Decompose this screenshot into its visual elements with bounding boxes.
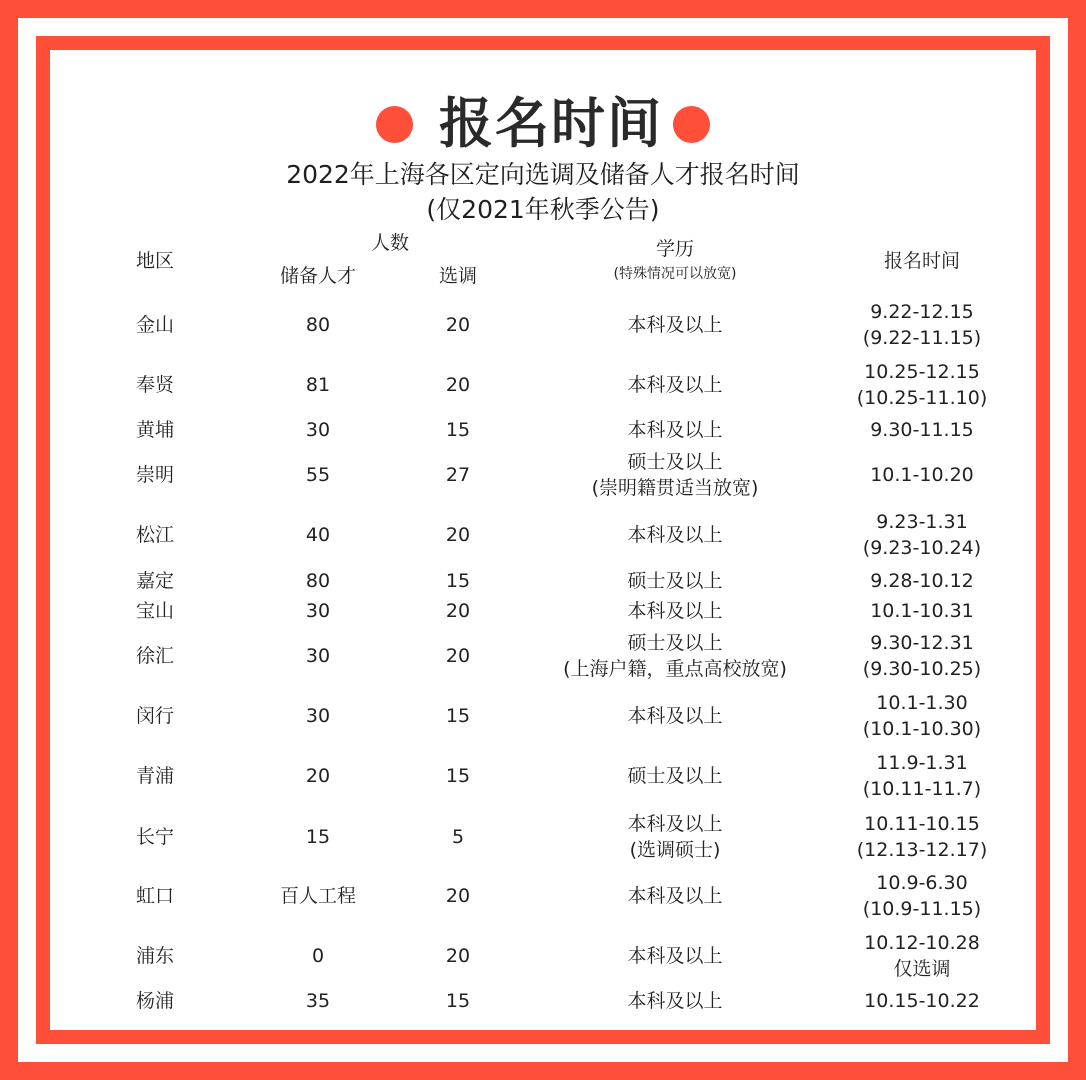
education-cell [515, 988, 835, 1014]
reserve-count-cell: 30 [305, 645, 331, 667]
education-cell-line: (上海户籍，重点高校放宽) [563, 658, 787, 680]
registration-time-cell [832, 988, 1012, 1014]
header-count-group: 人数 [370, 232, 409, 254]
select-count-cell: 15 [445, 570, 471, 592]
select-count-cell: 20 [445, 885, 471, 907]
region-cell: 黄埔 [135, 419, 174, 441]
reserve-count-cell: 30 [305, 600, 331, 622]
select-count-cell: 20 [445, 645, 471, 667]
registration-time-cell [832, 930, 1012, 982]
region-cell: 杨浦 [135, 990, 174, 1012]
education-cell [515, 703, 835, 729]
registration-time-cell-line: (9.23-10.24) [862, 537, 982, 559]
header-select: 选调 [438, 265, 477, 287]
education-cell [515, 449, 835, 501]
select-count-cell: 5 [451, 826, 465, 848]
select-count-cell: 15 [445, 765, 471, 787]
region-cell: 金山 [135, 314, 174, 336]
registration-time-cell-line: 9.28-10.12 [870, 570, 974, 592]
registration-time-cell [832, 509, 1012, 561]
education-cell [515, 417, 835, 443]
reserve-count-cell: 35 [305, 990, 331, 1012]
registration-time-cell [832, 811, 1012, 863]
select-count-cell: 20 [445, 524, 471, 546]
registration-time-cell-line: 9.23-1.31 [876, 511, 968, 533]
registration-time-cell [832, 568, 1012, 594]
education-cell [515, 598, 835, 624]
education-cell-line: 硕士及以上 [627, 570, 723, 592]
education-cell-line: 硕士及以上 [627, 451, 723, 473]
registration-time-cell [832, 462, 1012, 488]
region-cell: 闵行 [135, 705, 174, 727]
region-cell: 浦东 [135, 945, 174, 967]
education-cell-line: (选调硕士) [629, 839, 721, 861]
registration-time-cell [832, 598, 1012, 624]
region-cell: 奉贤 [135, 374, 174, 396]
education-cell-line: 本科及以上 [627, 705, 723, 727]
education-cell [515, 630, 835, 682]
registration-time-cell-line: 10.1-10.20 [870, 464, 974, 486]
registration-time-cell-line: 10.12-10.28 [864, 932, 980, 954]
education-cell [515, 811, 835, 863]
registration-time-cell-line: 10.1-10.31 [870, 600, 974, 622]
region-cell: 虹口 [135, 885, 174, 907]
education-cell-line: 本科及以上 [627, 945, 723, 967]
registration-time-cell [832, 630, 1012, 682]
reserve-count-cell: 80 [305, 570, 331, 592]
education-cell [515, 883, 835, 909]
header-education: 学历 [655, 238, 694, 260]
right-dot-icon [673, 106, 710, 143]
left-dot-icon [376, 106, 413, 143]
education-cell-line: 本科及以上 [627, 990, 723, 1012]
select-count-cell: 15 [445, 990, 471, 1012]
education-cell-line: 本科及以上 [627, 419, 723, 441]
registration-time-cell [832, 870, 1012, 922]
title-row [0, 88, 1086, 160]
header-reserve: 储备人才 [279, 265, 356, 287]
registration-time-cell [832, 299, 1012, 351]
select-count-cell: 20 [445, 314, 471, 336]
registration-time-cell-line: (10.1-10.30) [862, 718, 982, 740]
registration-time-cell-line: 9.30-12.31 [870, 632, 974, 654]
select-count-cell: 27 [445, 464, 471, 486]
header-education-note: (特殊情况可以放宽) [613, 266, 737, 282]
region-cell: 嘉定 [135, 570, 174, 592]
reserve-count-cell: 55 [305, 464, 331, 486]
select-count-cell: 20 [445, 374, 471, 396]
registration-time-cell-line: 10.9-6.30 [876, 872, 968, 894]
region-cell: 长宁 [135, 826, 174, 848]
registration-time-cell-line: (10.9-11.15) [862, 898, 982, 920]
select-count-cell: 20 [445, 600, 471, 622]
education-cell [515, 943, 835, 969]
reserve-count-cell: 0 [311, 945, 325, 967]
education-cell [515, 312, 835, 338]
education-cell [515, 568, 835, 594]
header-time: 报名时间 [883, 250, 960, 272]
select-count-cell: 20 [445, 945, 471, 967]
education-cell-line: 硕士及以上 [627, 632, 723, 654]
registration-time-cell-line: 10.1-1.30 [876, 692, 968, 714]
registration-time-cell-line: (10.25-11.10) [856, 387, 988, 409]
select-count-cell: 15 [445, 419, 471, 441]
region-cell: 松江 [135, 524, 174, 546]
subtitle-line-1: 2022年上海各区定向选调及储备人才报名时间 [286, 160, 800, 189]
education-cell-line: 硕士及以上 [627, 765, 723, 787]
registration-time-cell [832, 359, 1012, 411]
registration-time-cell-line: 10.11-10.15 [864, 813, 980, 835]
registration-time-cell-line: 11.9-1.31 [876, 752, 968, 774]
reserve-count-cell: 40 [305, 524, 331, 546]
region-cell: 崇明 [135, 464, 174, 486]
region-cell: 宝山 [135, 600, 174, 622]
registration-time-cell-line: 仅选调 [893, 958, 951, 980]
reserve-count-cell: 百人工程 [279, 885, 356, 907]
registration-time-cell-line: 10.25-12.15 [864, 361, 980, 383]
education-cell-line: 本科及以上 [627, 524, 723, 546]
registration-time-cell-line: 9.30-11.15 [870, 419, 974, 441]
reserve-count-cell: 81 [305, 374, 331, 396]
education-cell-line: 本科及以上 [627, 885, 723, 907]
registration-time-cell-line: 10.15-10.22 [864, 990, 980, 1012]
education-cell-line: 本科及以上 [627, 374, 723, 396]
registration-time-cell [832, 417, 1012, 443]
education-cell [515, 763, 835, 789]
region-cell: 青浦 [135, 765, 174, 787]
header-region: 地区 [135, 250, 174, 272]
registration-time-cell-line: (12.13-12.17) [856, 839, 988, 861]
education-cell [515, 372, 835, 398]
education-cell-line: 本科及以上 [627, 314, 723, 336]
registration-time-cell-line: (9.22-11.15) [862, 327, 982, 349]
education-cell-line: 本科及以上 [627, 813, 723, 835]
select-count-cell: 15 [445, 705, 471, 727]
reserve-count-cell: 15 [305, 826, 331, 848]
education-cell-line: (崇明籍贯适当放宽) [591, 477, 759, 499]
registration-time-cell [832, 690, 1012, 742]
reserve-count-cell: 30 [305, 419, 331, 441]
reserve-count-cell: 30 [305, 705, 331, 727]
education-cell [515, 522, 835, 548]
registration-time-cell [832, 750, 1012, 802]
reserve-count-cell: 20 [305, 765, 331, 787]
registration-time-cell-line: (10.11-11.7) [862, 778, 982, 800]
subtitle-line-2: (仅2021年秋季公告) [426, 195, 660, 224]
registration-time-cell-line: 9.22-12.15 [870, 301, 974, 323]
education-cell-line: 本科及以上 [627, 600, 723, 622]
page-title: 报名时间 [439, 92, 663, 155]
reserve-count-cell: 80 [305, 314, 331, 336]
region-cell: 徐汇 [135, 645, 174, 667]
registration-time-cell-line: (9.30-10.25) [862, 658, 982, 680]
